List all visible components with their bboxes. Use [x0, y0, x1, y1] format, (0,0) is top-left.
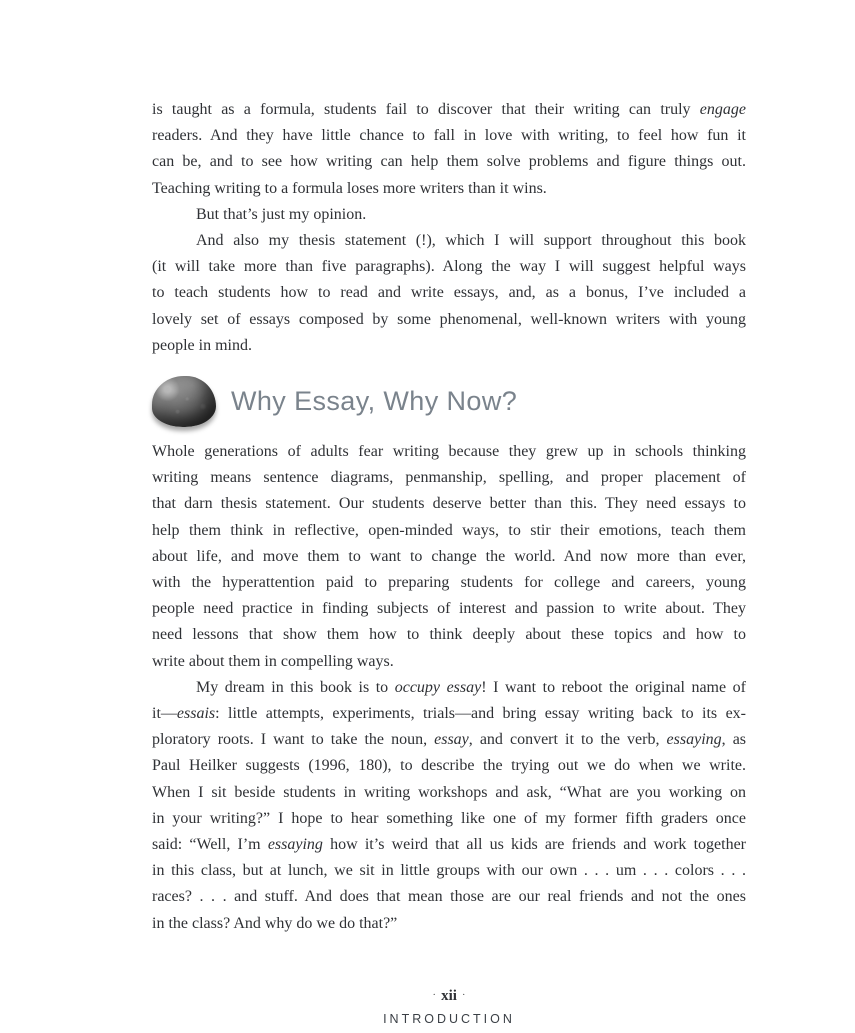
text-line — [152, 753, 746, 779]
text-line — [152, 832, 746, 858]
italic-text: occupy essay — [394, 678, 482, 696]
body-text: Whole generations of adults fear writing because they grew up in schools thinking — [152, 443, 746, 461]
body-text: Teaching writing to a formula loses more writers than it wins. — [152, 179, 547, 197]
text-line — [152, 491, 746, 517]
body-text: to teach students how to read and write essays, and, as a bonus, I’ve included a — [152, 284, 746, 302]
body-text: ploratory roots. I want to take the noun, — [152, 731, 435, 749]
body-text: in this class, but at lunch, we sit in little groups with our own . . . um . . . colors . . . — [152, 862, 746, 880]
italic-text: essay — [434, 731, 469, 749]
text-line — [152, 307, 746, 333]
text-line — [152, 858, 746, 884]
page-number — [152, 986, 746, 1005]
text-line — [152, 727, 746, 753]
body-text: : little attempts, experiments, trials—and bring essay writing back to its ex- — [215, 705, 746, 723]
body-text: help them think in reflective, open-minded ways, to stir their emotions, teach them — [152, 521, 746, 539]
text-line — [152, 570, 746, 596]
text-line — [152, 622, 746, 648]
paragraph — [152, 439, 746, 675]
page-footer — [152, 986, 746, 1027]
italic-text: essaying — [666, 731, 722, 749]
italic-text: essais — [176, 705, 216, 723]
body-text: that darn thesis statement. Our students deserve better than this. They need essays to — [152, 495, 746, 513]
text-line — [152, 176, 746, 202]
intro-paragraphs — [152, 97, 746, 359]
section-heading-row — [152, 372, 746, 430]
section-paragraphs — [152, 439, 746, 937]
text-line — [152, 465, 746, 491]
text-line — [152, 518, 746, 544]
text-line — [152, 911, 746, 937]
dot-right: · — [461, 989, 466, 1001]
text-line — [152, 228, 746, 254]
text-line — [152, 280, 746, 306]
stone-icon — [152, 376, 216, 427]
text-line — [152, 884, 746, 910]
body-text: in the class? And why do we do that?” — [152, 914, 398, 932]
body-text: When I sit beside students in writing workshops and ask, “What are you working on — [152, 783, 746, 801]
page-content — [152, 97, 746, 937]
text-line — [152, 649, 746, 675]
body-text: it— — [152, 705, 177, 723]
text-line — [152, 254, 746, 280]
text-line — [152, 333, 746, 359]
body-text: But that’s just my opinion. — [196, 205, 367, 223]
section-heading: Why Essay, Why Now? — [231, 385, 518, 416]
text-line — [152, 202, 746, 228]
page-number-value: xii — [441, 988, 457, 1004]
body-text: lovely set of essays composed by some phenomenal, well-known writers with young — [152, 310, 746, 328]
body-text: races? . . . and stuff. And does that mean those are our real friends and not the ones — [152, 888, 746, 906]
body-text: people in mind. — [152, 336, 252, 354]
body-text: is taught as a formula, students fail to discover that their writing can truly — [152, 101, 700, 118]
body-text: with the hyperattention paid to preparing students for college and careers, young — [152, 574, 746, 592]
text-line — [152, 806, 746, 832]
body-text: writing means sentence diagrams, penmanship, spelling, and proper placement of — [152, 469, 746, 487]
body-text: (it will take more than five paragraphs). Along the way I will suggest helpful ways — [152, 258, 746, 276]
text-line — [152, 675, 746, 701]
text-line — [152, 97, 746, 123]
section-label: INTRODUCTION — [383, 1012, 515, 1026]
text-line — [152, 544, 746, 570]
body-text: readers. And they have little chance to fall in love with writing, to feel how fun it — [152, 127, 746, 145]
italic-text: engage — [699, 101, 746, 118]
body-text: And also my thesis statement (!), which I will support throughout this book — [196, 232, 746, 250]
body-text: how it’s weird that all us kids are friends and work together — [322, 836, 746, 854]
text-line — [152, 701, 746, 727]
paragraph — [152, 97, 746, 202]
body-text: people need practice in finding subjects of interest and passion to write about. They — [152, 600, 746, 618]
body-text: write about them in compelling ways. — [152, 652, 394, 670]
italic-text: essaying — [267, 836, 323, 854]
body-text: about life, and move them to want to change the world. And now more than ever, — [152, 547, 746, 565]
body-text: ! I want to reboot the original name of — [481, 678, 746, 696]
paragraph — [152, 228, 746, 359]
text-line — [152, 596, 746, 622]
body-text: Paul Heilker suggests (1996, 180), to describe the trying out we do when we write. — [152, 757, 746, 775]
paragraph — [152, 202, 746, 228]
body-text: , as — [721, 731, 746, 749]
text-line — [152, 149, 746, 175]
text-line — [152, 439, 746, 465]
text-line — [152, 780, 746, 806]
body-text: said: “Well, I’m — [152, 836, 268, 854]
body-text: can be, and to see how writing can help them solve problems and figure things out. — [152, 153, 746, 171]
body-text: My dream in this book is to — [196, 678, 395, 696]
paragraph — [152, 675, 746, 937]
dot-left: · — [432, 989, 437, 1001]
body-text: need lessons that show them how to think deeply about these topics and how to — [152, 626, 746, 644]
text-line — [152, 123, 746, 149]
body-text: , and convert it to the verb, — [468, 731, 667, 749]
body-text: in your writing?” I hope to hear something like one of my former fifth graders once — [152, 809, 746, 827]
